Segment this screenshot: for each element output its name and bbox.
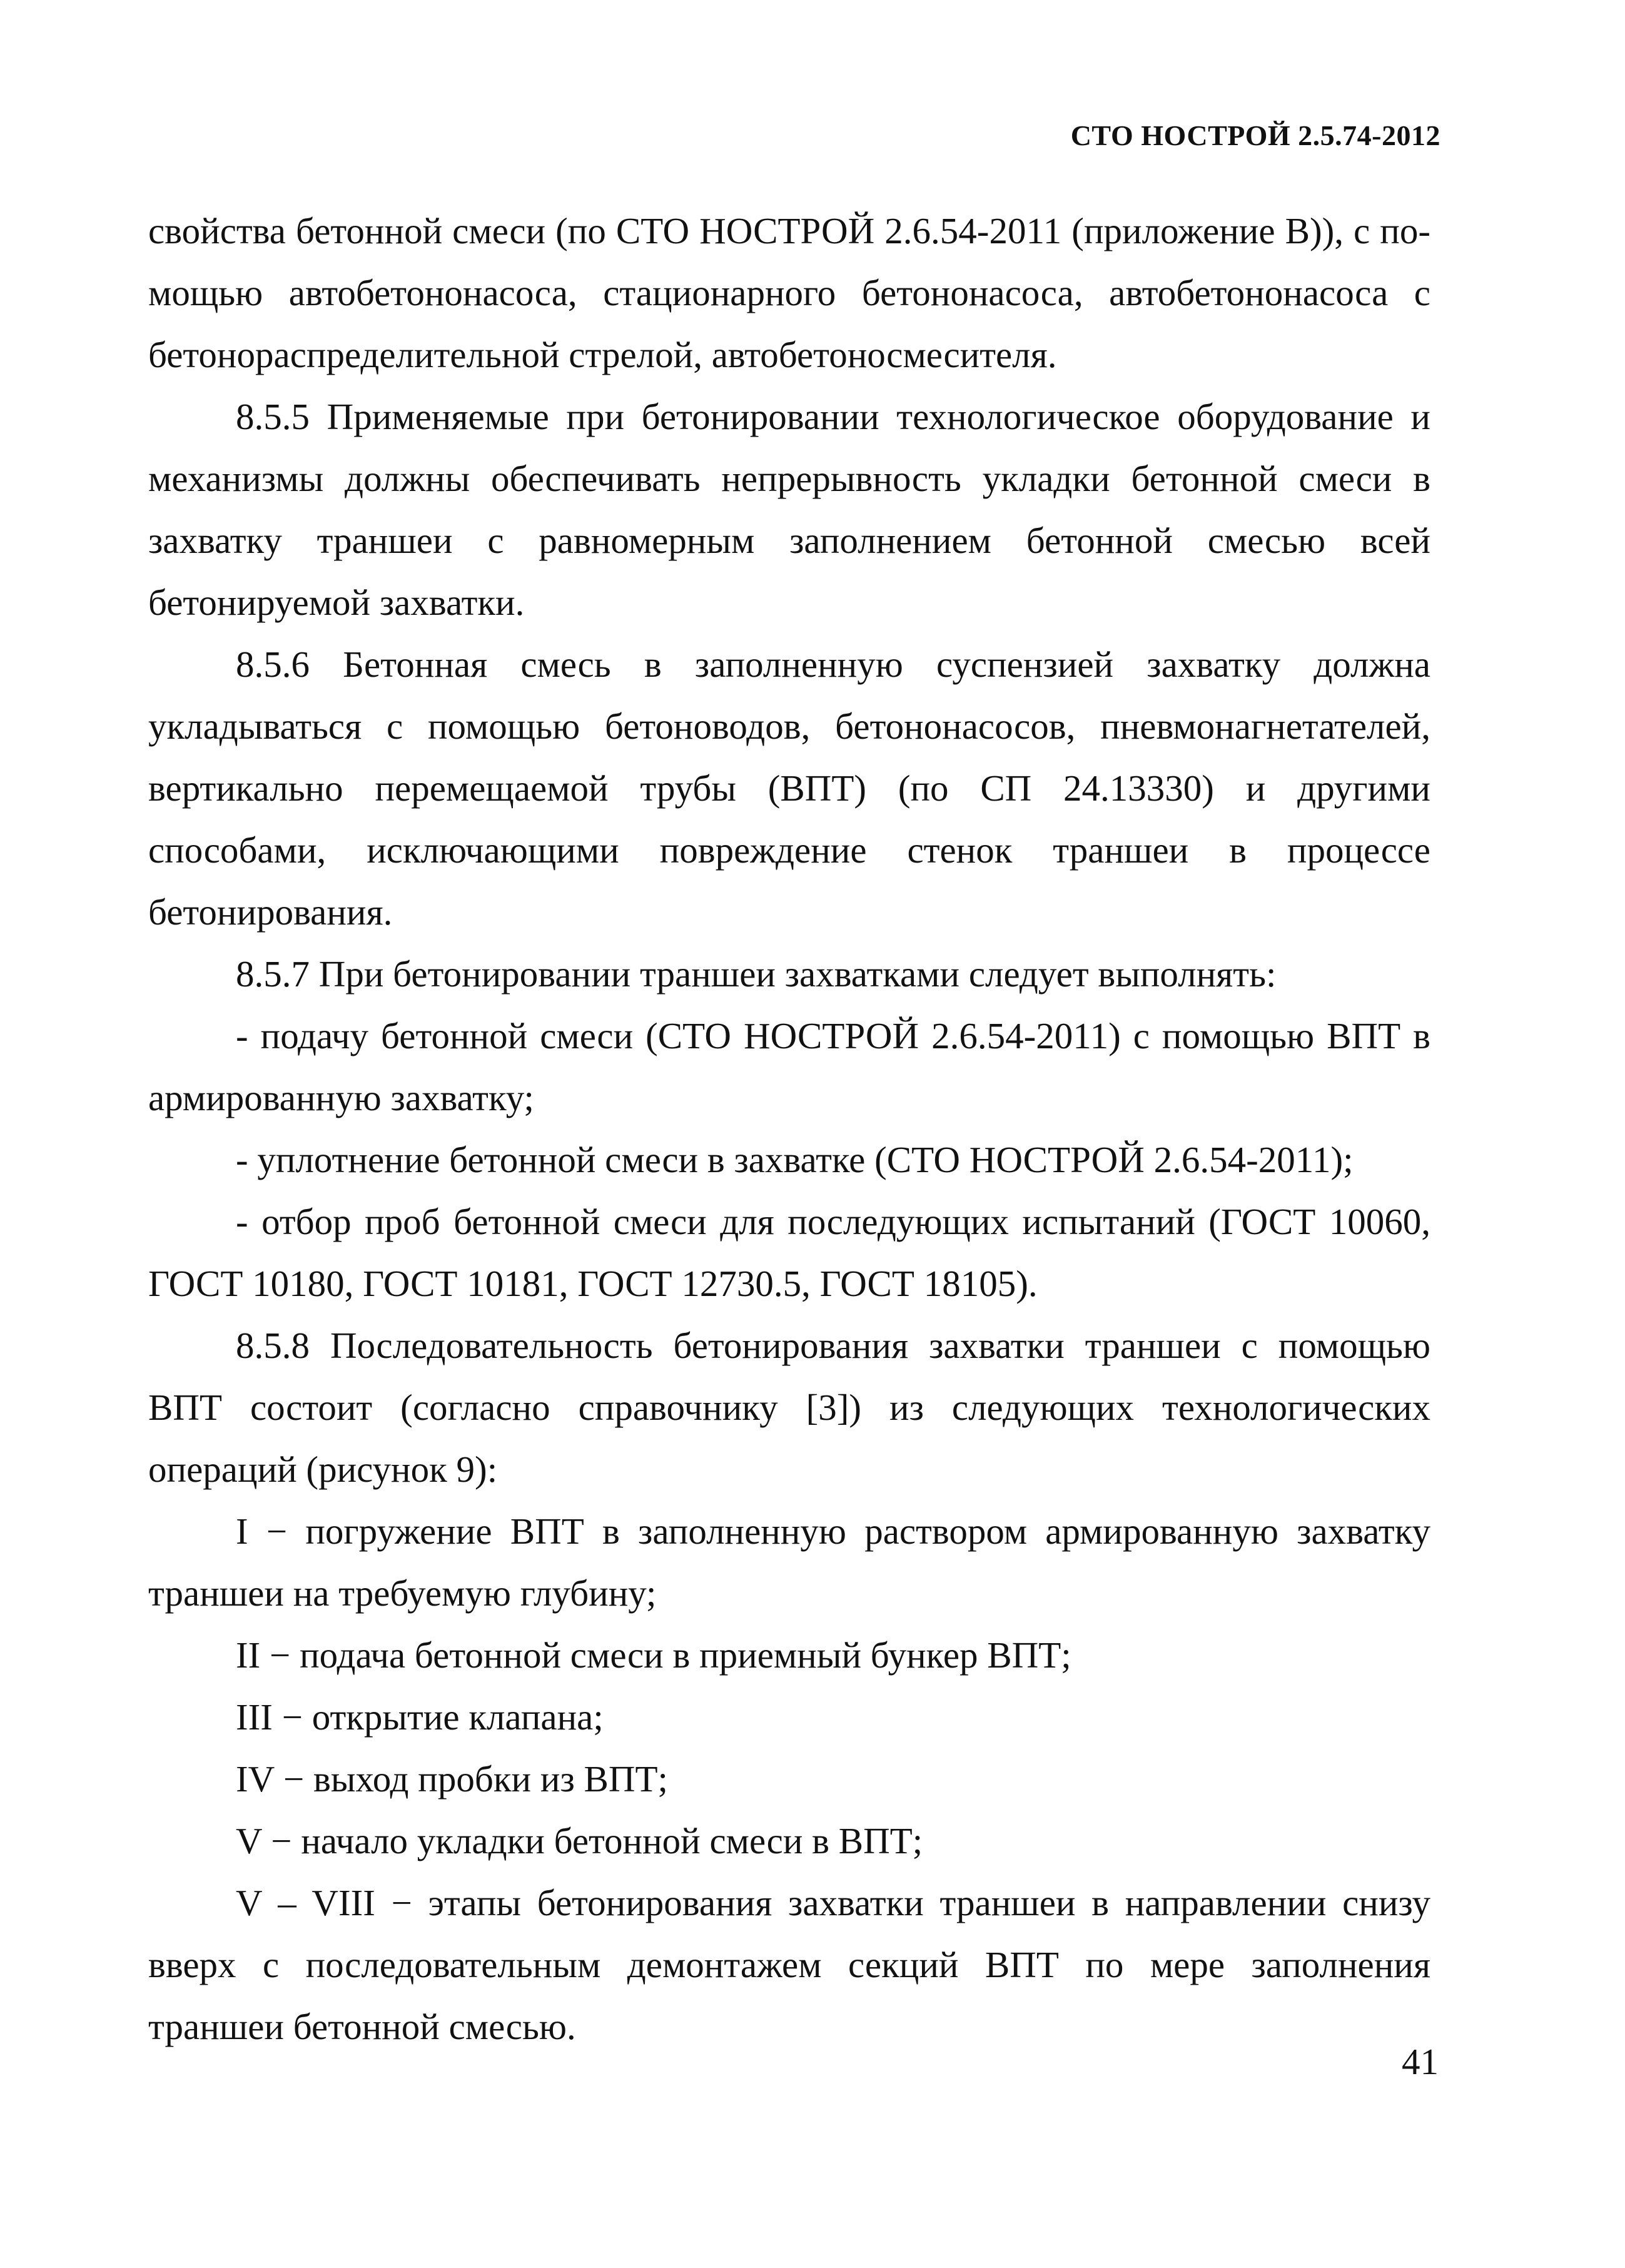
operation-step-iv: IV − выход пробки из ВПТ; (236, 1758, 668, 1800)
page-number: 41 (1402, 2041, 1439, 2082)
operation-step-ii: II − подача бетонной смеси в приемный бункер ВПТ; (236, 1634, 1071, 1676)
paragraph-continuation: свойства бетонной смеси (по СТО НОСТРОЙ 2.6.54-2011 (приложение В)), с помощью автобетононасоса, стационарного бетононасоса, автобетононасоса с бетонораспределительной стрелой, автобетоносмесителя. (148, 210, 1430, 375)
document-body (148, 200, 1430, 2058)
operation-step-iii: III − открытие клапана; (236, 1696, 604, 1738)
list-item-concrete-supply: - подачу бетонной смеси (СТО НОСТРОЙ 2.6.54-2011) с помощью ВПТ в армированную захватку; (148, 1015, 1430, 1118)
operation-step-v-viii: V – VIII − этапы бетонирования захватки траншеи в направлении снизу вверх с последовательным демонтажем секций ВПТ по мере заполнения траншеи бетонной смесью. (148, 1882, 1430, 2047)
operation-step-i: I − погружение ВПТ в заполненную раствором армированную захватку траншеи на требуемую глубину; (148, 1511, 1430, 1614)
paragraph-8-5-8: 8.5.8 Последовательность бетонирования захватки траншеи с помощью ВПТ состоит (согласно справочнику [3]) из следующих технологических операций (рисунок 9): (148, 1325, 1430, 1490)
list-item-sampling: - отбор проб бетонной смеси для последующих испытаний (ГОСТ 10060, ГОСТ 10180, ГОСТ 10181, ГОСТ 12730.5, ГОСТ 18105). (148, 1201, 1430, 1304)
operation-step-v: V − начало укладки бетонной смеси в ВПТ; (236, 1820, 923, 1861)
paragraph-8-5-6: 8.5.6 Бетонная смесь в заполненную суспензией захватку должна укладываться с помощью бетоноводов, бетононасосов, пневмонагнетателей, вертикально перемещаемой трубы (ВПТ) (по СП 24.13330) и другими способами, исключающими повреждение стенок траншеи в процессе бетонирования. (148, 644, 1430, 933)
list-item-compaction: - уплотнение бетонной смеси в захватке (СТО НОСТРОЙ 2.6.54-2011); (236, 1139, 1354, 1180)
document-header-code: СТО НОСТРОЙ 2.5.74-2012 (1070, 119, 1440, 151)
paragraph-8-5-5: 8.5.5 Применяемые при бетонировании технологическое оборудование и механизмы должны обеспечивать непрерывность укладки бетонной смеси в захватку траншеи с равномерным заполнением бетонной смесью всей бетонируемой захватки. (148, 396, 1430, 623)
paragraph-8-5-7: 8.5.7 При бетонировании траншеи захватками следует выполнять: (236, 953, 1277, 995)
